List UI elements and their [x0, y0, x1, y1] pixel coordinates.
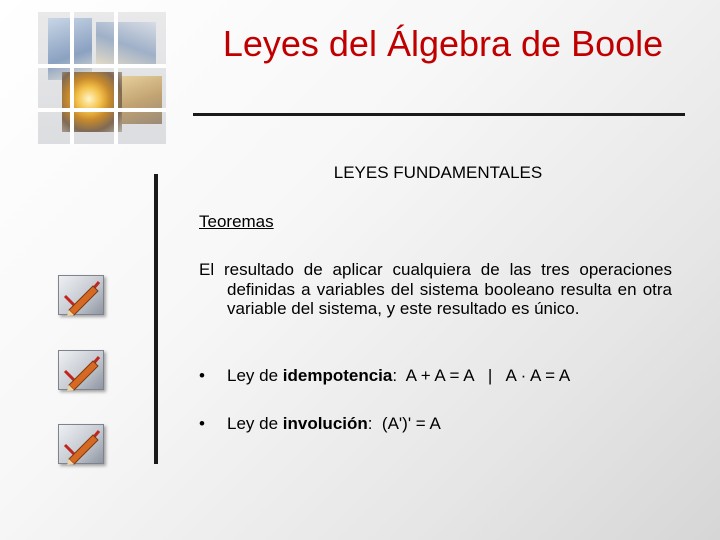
- bullet-term: involución: [282, 414, 368, 433]
- bullet-marker: •: [199, 366, 205, 385]
- bullet-formula: : A + A = A | A · A = A: [392, 366, 571, 385]
- bullet-term: idempotencia: [282, 366, 393, 385]
- bullet-prefix: Ley de: [227, 414, 283, 433]
- bullet-formula: : (A')' = A: [367, 414, 441, 433]
- header-photo-collage: [38, 12, 166, 144]
- bullet-involucion: [199, 414, 441, 434]
- pencil-check-icon: [58, 350, 104, 390]
- intro-paragraph: El resultado de aplicar cualquiera de las tres operaciones definidas a variables del sistema booleano resulta en otra variable del sistema, y este resultado es único.: [199, 260, 672, 318]
- bullet-idempotencia: [199, 366, 570, 386]
- pencil-check-icon: [58, 424, 104, 464]
- slide-title: Leyes del Álgebra de Boole: [222, 23, 664, 64]
- pencil-check-icon: [58, 275, 104, 315]
- left-vertical-rule: [154, 174, 158, 464]
- bullet-prefix: Ley de: [227, 366, 283, 385]
- subheading-teoremas: Teoremas: [199, 212, 274, 231]
- section-heading: LEYES FUNDAMENTALES: [333, 163, 543, 182]
- title-underline-rule: [193, 113, 685, 116]
- bullet-marker: •: [199, 414, 205, 433]
